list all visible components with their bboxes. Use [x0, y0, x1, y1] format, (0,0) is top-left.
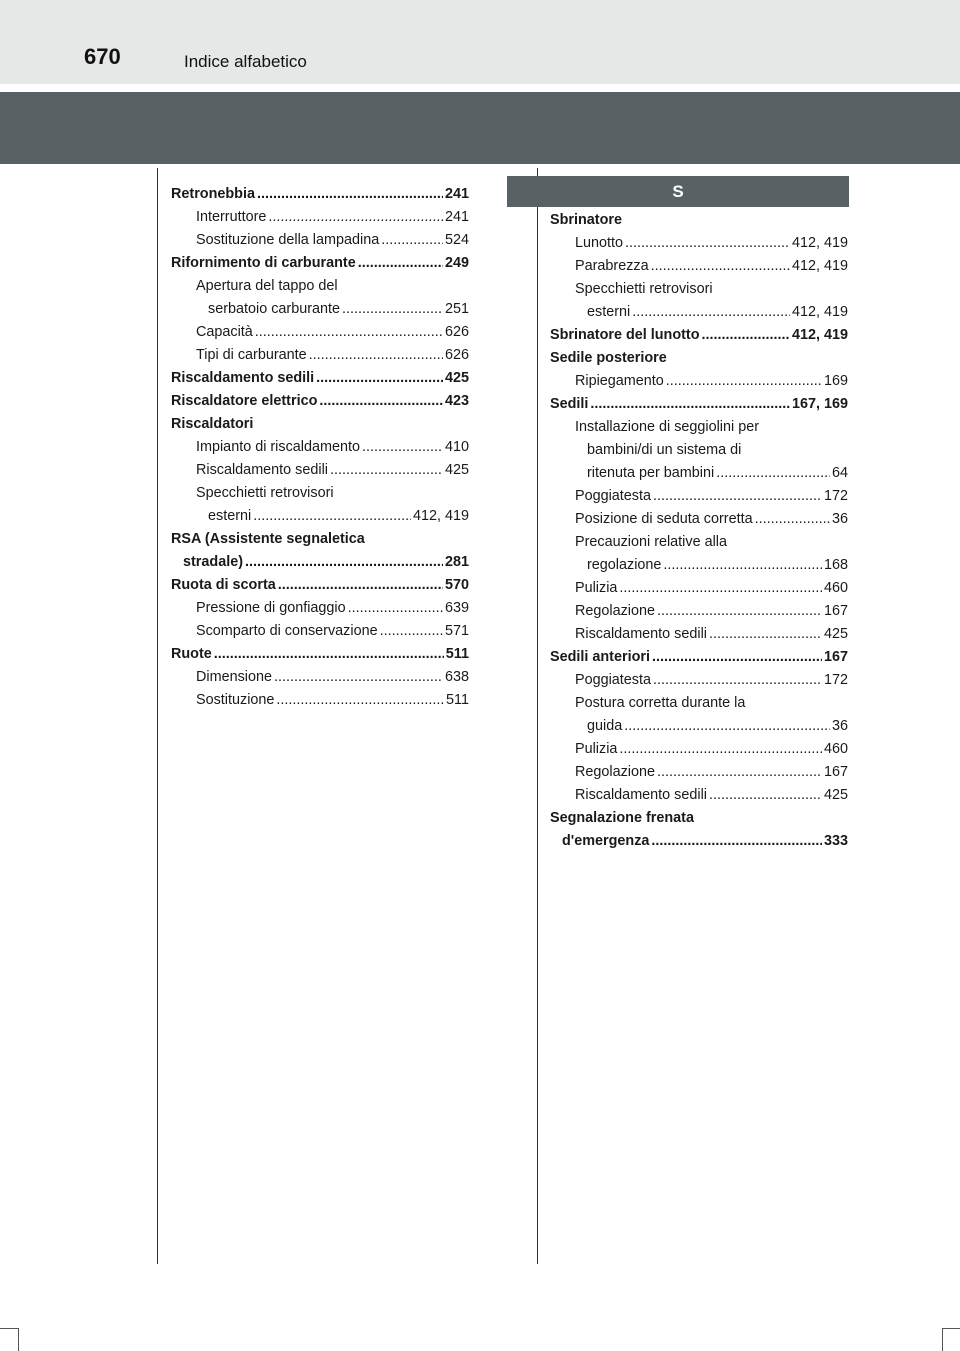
index-subentry: Tipi di carburante ..... 626 — [171, 344, 469, 367]
index-entry: Retronebbia ..... 241 — [171, 183, 469, 206]
index-entry: RSA (Assistente segnaletica — [171, 531, 365, 547]
column-rule-middle — [537, 168, 538, 1264]
index-entry: Riscaldamento sedili ..... 425 — [171, 367, 469, 390]
index-entry: Ruota di scorta ..... 570 — [171, 574, 469, 597]
index-column-right — [550, 209, 848, 853]
index-subentry: Interruttore ..... 241 — [171, 206, 469, 229]
index-subentry: Pulizia ..... 460 — [550, 738, 848, 761]
index-subentry: Poggiatesta ..... 172 — [550, 485, 848, 508]
index-entry: Sedili ..... 167, 169 — [550, 393, 848, 416]
index-subentry: Sostituzione della lampadina ..... 524 — [171, 229, 469, 252]
column-rule-left — [157, 168, 158, 1264]
index-entry: Sedile posteriore — [550, 350, 667, 366]
page-number: 670 — [84, 44, 121, 69]
index-subentry-continued: serbatoio carburante ..... 251 — [171, 298, 469, 321]
index-subentry: Specchietti retrovisori — [196, 485, 334, 501]
index-subentry: Scomparto di conservazione ..... 571 — [171, 620, 469, 643]
index-entry: Segnalazione frenata — [550, 810, 694, 826]
index-subentry: Postura corretta durante la — [575, 695, 746, 711]
index-subentry: Riscaldamento sedili ..... 425 — [171, 459, 469, 482]
index-entry: Sbrinatore del lunotto ..... 412, 419 — [550, 324, 848, 347]
letter-section-header: S — [507, 176, 849, 207]
index-subentry-continued: regolazione ..... 168 — [550, 554, 848, 577]
index-subentry: Capacità ..... 626 — [171, 321, 469, 344]
index-subentry: Riscaldamento sedili ..... 425 — [550, 784, 848, 807]
index-entry: Sedili anteriori ..... 167 — [550, 646, 848, 669]
index-subentry: Poggiatesta ..... 172 — [550, 669, 848, 692]
index-subentry: Specchietti retrovisori — [575, 281, 713, 297]
crop-mark — [0, 1328, 18, 1329]
header-dark-band — [0, 92, 960, 164]
index-subentry: Sostituzione ..... 511 — [171, 689, 469, 712]
index-entry-continued: d'emergenza ..... 333 — [550, 830, 848, 853]
index-subentry: Regolazione ..... 167 — [550, 600, 848, 623]
crop-mark — [942, 1328, 943, 1351]
index-subentry: Pulizia ..... 460 — [550, 577, 848, 600]
header-band — [0, 0, 960, 84]
index-subentry: Pressione di gonfiaggio ..... 639 — [171, 597, 469, 620]
index-entry: Rifornimento di carburante ..... 249 — [171, 252, 469, 275]
index-entry: Riscaldatori — [171, 416, 254, 432]
index-subentry: Riscaldamento sedili ..... 425 — [550, 623, 848, 646]
index-subentry: Lunotto ..... 412, 419 — [550, 232, 848, 255]
index-subentry: Impianto di riscaldamento ..... 410 — [171, 436, 469, 459]
index-subentry-continued: esterni ..... 412, 419 — [550, 301, 848, 324]
section-title: Indice alfabetico — [184, 52, 307, 71]
index-subentry-continued: guida ..... 36 — [550, 715, 848, 738]
index-entry-continued: stradale) ..... 281 — [171, 551, 469, 574]
crop-mark — [942, 1328, 960, 1329]
index-entry: Sbrinatore — [550, 212, 622, 228]
index-entry: Ruote ..... 511 — [171, 643, 469, 666]
index-subentry: Installazione di seggiolini per — [575, 419, 759, 435]
index-subentry: Posizione di seduta corretta ..... 36 — [550, 508, 848, 531]
index-subentry: Apertura del tappo del — [196, 278, 338, 294]
index-subentry-continued: ritenuta per bambini ..... 64 — [550, 462, 848, 485]
index-subentry: Parabrezza ..... 412, 419 — [550, 255, 848, 278]
index-subentry: Ripiegamento ..... 169 — [550, 370, 848, 393]
index-subentry-continued: bambini/di un sistema di — [587, 442, 742, 458]
index-column-left — [171, 183, 469, 712]
index-entry: Riscaldatore elettrico ..... 423 — [171, 390, 469, 413]
index-subentry: Regolazione ..... 167 — [550, 761, 848, 784]
index-subentry: Dimensione ..... 638 — [171, 666, 469, 689]
crop-mark — [18, 1328, 19, 1351]
index-subentry: Precauzioni relative alla — [575, 534, 727, 550]
index-subentry-continued: esterni ..... 412, 419 — [171, 505, 469, 528]
